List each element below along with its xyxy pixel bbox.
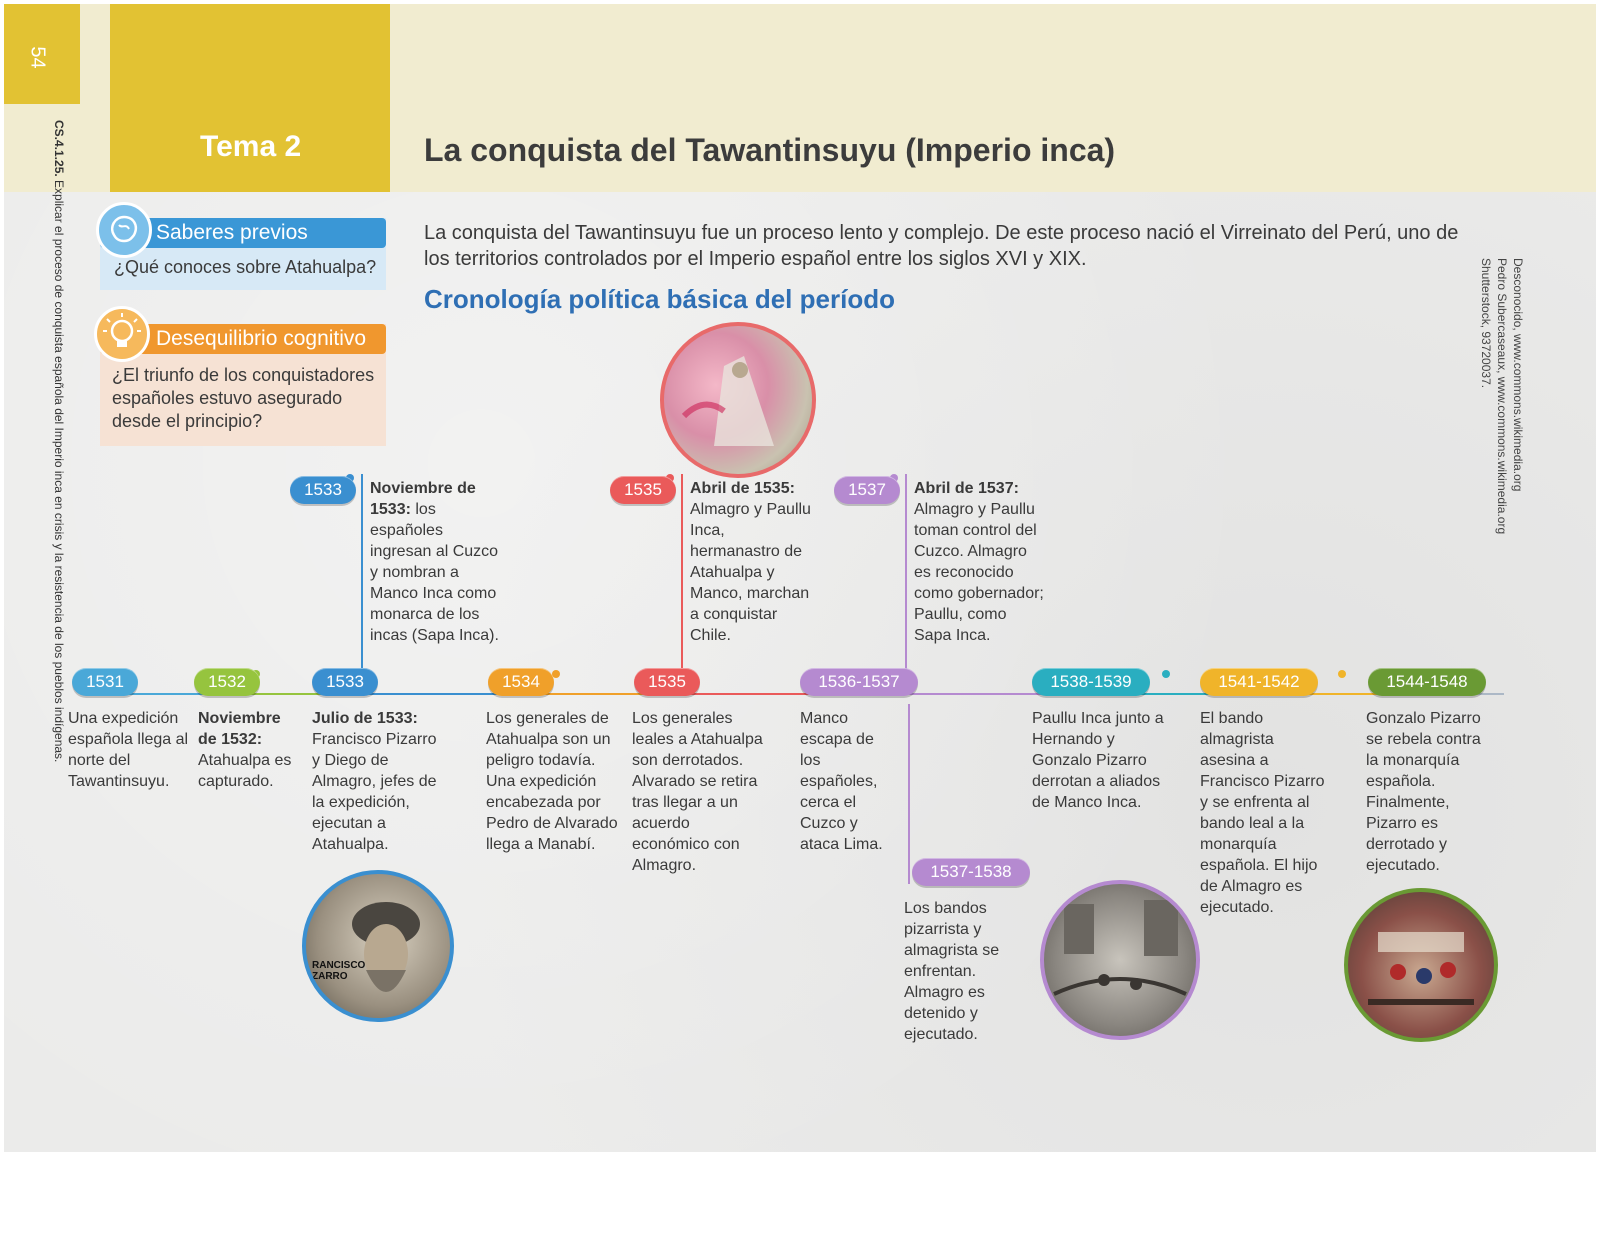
desequilibrio-question: ¿El triunfo de los conquistadores españoles estuvo asegurado desde el principio? [112,365,375,431]
event-1535 [632,708,768,876]
event-date: Julio de 1533: [312,710,418,727]
event-date: Noviembre de 1532: [198,710,281,748]
event-text: Los generales de Atahualpa son un peligro todavía. Una expedición encabezada por Pedro de Alvarado llega a Manabí. [486,710,618,853]
event-1531 [68,708,190,792]
event-text: Gonzalo Pizarro se rebela contra la monarquía española. Finalmente, Pizarro es derrotado y ejecutado. [1366,710,1481,874]
intro-paragraph: La conquista del Tawantinsuyu fue un proceso lento y complejo. De este proceso nació el Virreinato del Perú, uno de los territorios controlados por el Imperio español entre los siglos XVI y XIX. [424,222,1459,270]
event-date: Abril de 1535: [690,480,795,497]
event-1534 [486,708,622,855]
tema-label: Tema 2 [200,130,302,163]
year-pill-1533: 1533 [312,668,378,696]
conquest-painting-image [660,322,816,478]
event-date: Noviembre de 1533: [370,480,476,518]
event-text: Paullu Inca junto a Hernando y Gonzalo Pizarro derrotan a aliados de Manco Inca. [1032,710,1164,811]
battle-engraving-image [1040,880,1200,1040]
event-text: Francisco Pizarro y Diego de Almagro, jefes de la expedición, ejecutan a Atahualpa. [312,731,437,853]
event-1537-1538 [904,898,1012,1045]
event-1538-1539 [1032,708,1172,813]
year-pill-1541-1542: 1541-1542 [1200,668,1318,696]
event-text: El bando almagrista asesina a Francisco Pizarro y se enfrenta al bando leal a la monarquía española. El hijo de Almagro es ejecutado. [1200,710,1325,916]
saberes-title: Saberes previos [100,218,386,248]
year-pill-1532: 1532 [194,668,260,696]
pizarro-portrait-image [302,870,454,1022]
event-text: Manco escapa de los españoles, cerca el Cuzco y ataca Lima. [800,710,883,853]
event-nov-1533 [370,478,506,646]
year-pill-1537-1538: 1537-1538 [912,858,1030,886]
desequilibrio-title: Desequilibrio cognitivo [100,324,386,354]
year-pill-1538-1539: 1538-1539 [1032,668,1150,696]
event-text: Los bandos pizarrista y almagrista se enfrentan. Almagro es detenido y ejecutado. [904,900,1000,1043]
event-1544-1548 [1366,708,1482,876]
portrait-caption-line: RANCISCO [312,960,366,971]
year-pill-1544-1548: 1544-1548 [1368,668,1486,696]
textbook-page [4,4,1596,1152]
event-text: Los generales leales a Atahualpa son derrotados. Alvarado se retira tras llegar a un acuerdo económico con Almagro. [632,710,763,874]
year-pill-1535-upper: 1535 [610,476,676,504]
event-1541-1542 [1200,708,1330,918]
year-pill-1537-upper: 1537 [834,476,900,504]
saberes-question: ¿Qué conoces sobre Atahualpa? [114,257,377,277]
page-title: La conquista del Tawantinsuyu (Imperio inca) [424,132,1116,168]
event-text: Almagro y Paullu Inca, hermanastro de Atahualpa y Manco, marchan a conquistar Chile. [690,501,811,644]
credit-line: Pedro Subercaseaux, www.commons.wikimedia.org [1495,258,1509,535]
curriculum-text: Explicar el proceso de conquista española del Imperio inca en crisis y la resistencia de los pueblos indígenas. [52,180,66,763]
event-1536-1537 [800,708,890,855]
event-abr-1537 [914,478,1048,646]
event-abr-1535 [690,478,816,646]
event-text: los españoles ingresan al Cuzco y nombran a Manco Inca como monarca de los incas (Sapa Inca). [370,501,499,644]
curriculum-code: CS.4.1.25. [52,120,66,177]
event-text: Una expedición española llega al norte del Tawantinsuyu. [68,710,189,790]
event-text: Almagro y Paullu toman control del Cuzco. Almagro es reconocido como gobernador; Paullu, como Sapa Inca. [914,501,1044,644]
page-number: 54 [26,46,49,69]
year-pill-1533-upper: 1533 [290,476,356,504]
portrait-caption [312,960,365,982]
event-date: Abril de 1537: [914,480,1019,497]
year-pill-1531: 1531 [72,668,138,696]
event-1532 [198,708,302,792]
credit-line: Shutterstock, 93720037. [1479,258,1493,389]
execution-painting-image [1344,888,1498,1042]
year-pill-1534: 1534 [488,668,554,696]
event-text: Atahualpa es capturado. [198,752,292,790]
credit-line: Desconocido, www.commons.wikimedia.org [1511,258,1525,492]
year-pill-1536-1537: 1536-1537 [800,668,918,696]
timeline-subtitle: Cronología política básica del período [424,284,895,314]
portrait-caption-line: ZARRO [312,971,348,982]
year-pill-1535: 1535 [634,668,700,696]
event-1533 [312,708,442,855]
